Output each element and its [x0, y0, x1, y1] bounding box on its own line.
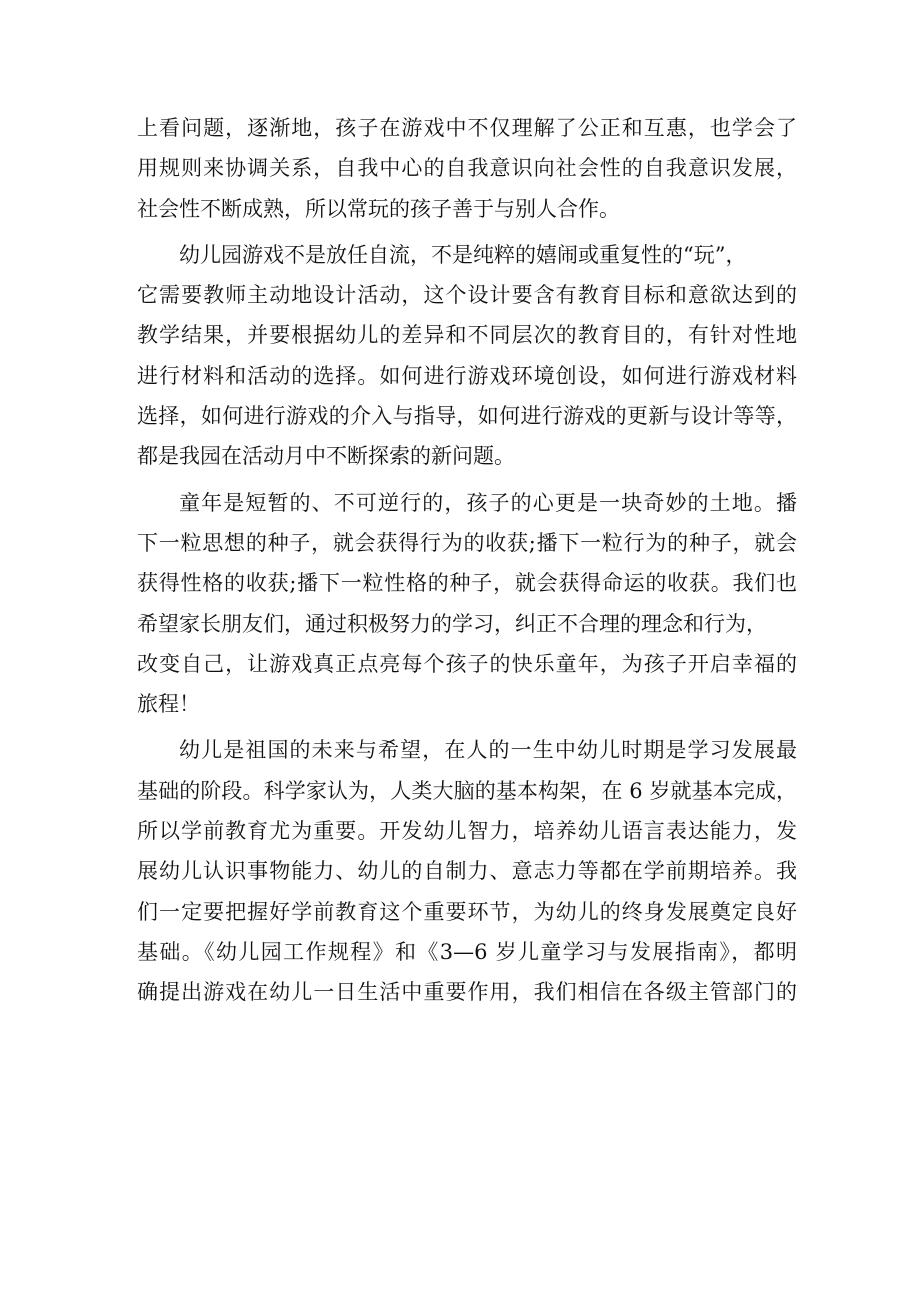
text-line: 上看问题，逐渐地，孩子在游戏中不仅理解了公正和互惠，也学会了	[137, 116, 797, 140]
paragraph	[137, 108, 797, 229]
text-line: 旅程！	[137, 692, 200, 717]
text-line: 用规则来协调关系，自我中心的自我意识向社会性的自我意识发展，	[137, 156, 797, 181]
text-line: 教学结果，并要根据幼儿的差异和不同层次的教育目的，有针对性地	[137, 323, 797, 348]
text-line: 进行材料和活动的选择。如何进行游戏环境创设，如何进行游戏材料	[137, 363, 797, 388]
text-line: 童年是短暂的、不可逆行的，孩子的心更是一块奇妙的土地。播	[179, 490, 797, 515]
text-line: 希望家长朋友们，通过积极努力的学习，纠正不合理的理念和行为，	[137, 611, 767, 636]
text-line: 们一定要把握好学前教育这个重要环节，为幼儿的终身发展奠定良好	[137, 899, 797, 924]
paragraph	[137, 235, 797, 477]
document-body	[137, 108, 797, 1013]
paragraph	[137, 483, 797, 725]
text-line: 选择，如何进行游戏的介入与指导，如何进行游戏的更新与设计等等，	[137, 404, 797, 429]
text-line: 它需要教师主动地设计活动，这个设计要含有教育目标和意欲达到的	[137, 283, 797, 308]
text-line: 所以学前教育尤为重要。开发幼儿智力，培养幼儿语言表达能力，发	[137, 819, 797, 844]
text-line: 幼儿园游戏不是放任自流，不是纯粹的嬉闹或重复性的“玩”，	[179, 242, 747, 267]
text-line: 幼儿是祖国的未来与希望，在人的一生中幼儿时期是学习发展最	[179, 738, 797, 763]
text-line: 确提出游戏在幼儿一日生活中重要作用，我们相信在各级主管部门的	[137, 980, 797, 1005]
text-line: 下一粒思想的种子，就会获得行为的收获;播下一粒行为的种子，就会	[137, 530, 797, 555]
text-line: 改变自己，让游戏真正点亮每个孩子的快乐童年，为孩子开启幸福的	[137, 651, 797, 676]
text-line: 基础。《幼儿园工作规程》和《3—6 岁儿童学习与发展指南》，都明	[137, 939, 797, 964]
text-line: 基础的阶段。科学家认为，人类大脑的基本构架，在 6 岁就基本完成，	[137, 778, 797, 803]
text-line: 获得性格的收获;播下一粒性格的种子，就会获得命运的收获。我们也	[137, 571, 797, 596]
text-line: 展幼儿认识事物能力、幼儿的自制力、意志力等都在学前期培养。我	[137, 859, 797, 884]
text-line: 都是我园在活动月中不断探索的新问题。	[137, 444, 515, 469]
text-line: 社会性不断成熟，所以常玩的孩子善于与别人合作。	[137, 196, 620, 221]
paragraph	[137, 730, 797, 1012]
